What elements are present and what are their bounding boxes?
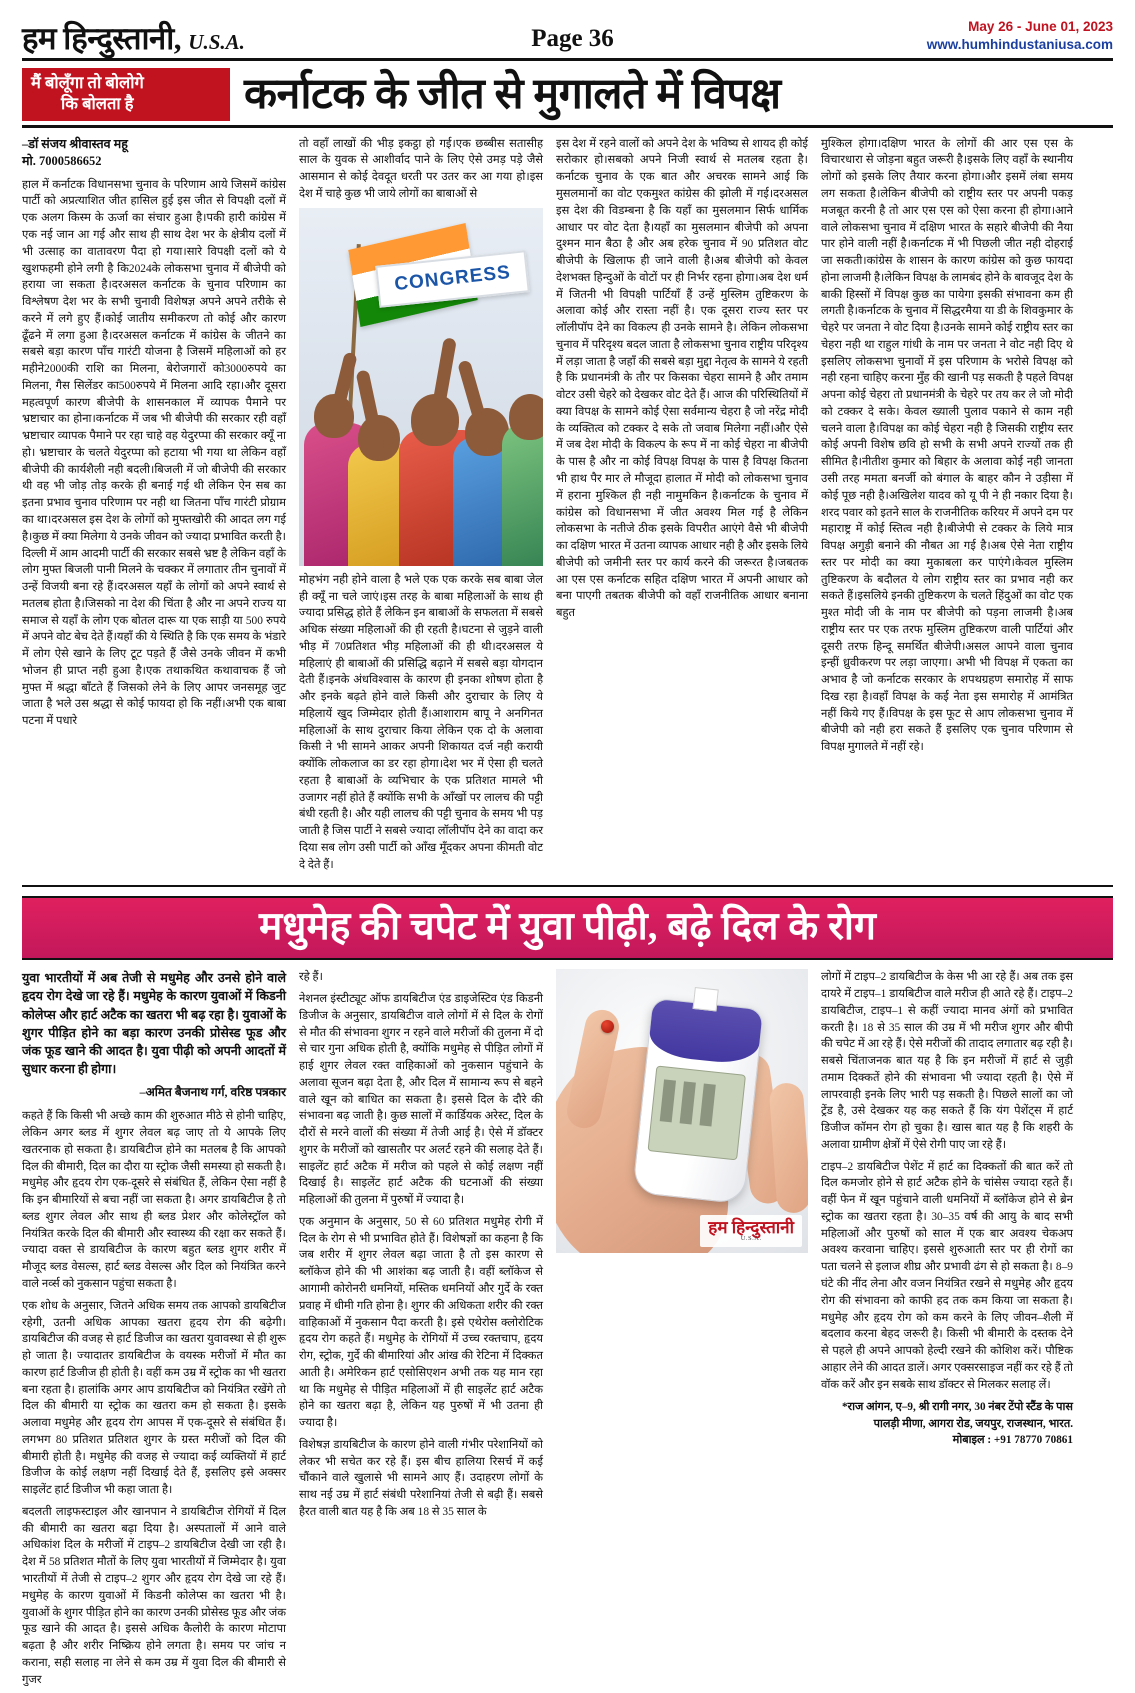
top-article-column-3 — [556, 136, 808, 879]
paragraph: रहे हैं। — [299, 971, 323, 984]
website-url[interactable]: www.humhindustaniusa.com — [926, 37, 1113, 53]
byline-phone: मो. 7000586652 — [22, 154, 102, 169]
publication-logo — [22, 21, 332, 57]
paragraph: तो वहाँ लाखों की भीड़ इकट्ठा हो गई।एक छब्बीस सतासीह साल के युवक से आशीर्वाद पाने के लिए ऐसे उमड़ पड़े जैसे आसमान से कोई देवदूत धरती पर उतर कर आ गया हो।इस देश में चाहे कुछ भी जाये लोगों का बाबाओं से — [299, 137, 543, 200]
top-story-header — [22, 68, 1113, 127]
top-article-column-2 — [299, 136, 543, 879]
test-strip — [692, 987, 718, 1011]
paragraph: बदलती लाइफस्टाइल और खानपान ने डायबिटीज रोगियों में दिल की बीमारी का खतरा बढ़ा दिया है। अस्पतालों में आने वाले अधिकांश दिल के मरीजों में टाइप–2 डायबिटीज देखी जा रही है। देश में 58 प्रतिशत मौतों के लिए युवा भारतीयों में जिम्मेदार है। युवा भारतीयों में तेजी से टाइप–2 शुगर और हृदय रोग देखे जा रहे हैं। मधुमेह के कारण युवाओं में किडनी कोलेप्स का खतरा भी है। युवाओं के शुगर पीड़ित होने का कारण उनकी प्रोसेस्ड फूड और जंक फूड खाने की आदत है। इससे अधिक कैलोरी के कारण मोटापा बढ़ता है और शरीर निष्क्रिय होने लगता है। समय पर जांच न कराना, सही सलाह ना लेने से कम उम्र में युवा दिल की बीमारी से गुजर — [22, 1505, 286, 1686]
bottom-byline: –अमित बैजनाथ गर्ग, वरिष्ठ पत्रकार — [139, 1084, 286, 1099]
byline-author: –डॉ संजय श्रीवास्तव महू — [22, 136, 128, 151]
bottom-article-column-3 — [556, 969, 808, 1693]
paragraph: नेशनल इंस्टीट्यूट ऑफ डायबिटीज एंड डाइजेस्टिव एंड किडनी डिजीज के अनुसार, डायबिटीज वाले लोगों में से दिल के रोगों से मौत की संभावना शुगर न रहने वाले मरीजों की तुलना में दो से चार गुना अधिक होती है, क्योंकि मधुमेह से पीड़ित लोगों में हाई शुगर लेवल रक्त वाहिकाओं को नुकसान पहुंचाने के अलावा सूजन बढ़ा देता है, और दिल में सामान्य रूप से बहने वाले खून को बाधित का सकता है। इससे दिल के दौरे की संभावना बढ़ जाती है। कुछ सालों में कार्डियक अरेस्ट, दिल के दौरों से मरने वालों की संख्या में तेजी आई है। ऐसे में डॉक्टर शुगर के मरीजों को खासतौर पर अलर्ट रहने की सलाह देते हैं। साइलेंट हार्ट अटैक में मरीज को पहले से कोई लक्षण नहीं दिखाई है। साइलेंट हार्ट अटैक की घटनाओं की संख्या महिलाओं की तुलना में पुरुषों में ज्यादा है। — [299, 992, 543, 1207]
bottom-article — [22, 969, 1113, 1693]
address-line: *राज आंगन, ए–9, श्री रागी नगर, 30 नंबर टेंपो स्टैंड के पास पालड़ी मीणा, आगरा रोड, जयपुर, राजस्थान, भारत. — [841, 1401, 1073, 1430]
glucometer-photo — [556, 969, 808, 1253]
banner-text: CONGRESS — [393, 261, 512, 295]
paragraph: लोगों में टाइप–2 डायबिटीज के केस भी आ रहे हैं। अब तक इस दायरे में टाइप–1 डायबिटीज वाले मरीज ही आते रहे हैं। टाइप–2 डायबिटीज, टाइप–1 से कहीं ज्यादा मानव अंगों को प्रभावित करती है। 18 से 35 साल की उम्र में भी मरीज शुगर और बीपी की चपेट में आ रहे हैं। ऐसे मरीजों की तादाद लगातार बढ़ रही है। सबसे चिंताजनक बात यह है कि इन मरीजों में हार्ट से जुड़ी तमाम दिक्कतें होने की संभावना भी ज्यादा रहती है। ऐसे में लापरवाही इनके लिए भारी पड़ सकती है। पिछले सालों का जो ट्रेंड है, उसे देखकर यह कह सकते हैं कि यंग पेशेंट्स में हार्ट डिजीज कॉमन रोग हो चुका है। खास बात यह है कि शहरी के अलावा ग्रामीण क्षेत्रों में ऐसे रोगी पाए जा रहे हैं। — [821, 971, 1073, 1151]
masthead-meta — [813, 18, 1113, 54]
kicker-line-1: मैं बोलूँगा तो बोलोगे — [31, 73, 144, 93]
bottom-article-column-4 — [821, 969, 1073, 1693]
publication-name: हम हिन्दुस्तानी, — [22, 21, 182, 57]
kicker-line-2: कि बोलता है — [61, 94, 134, 114]
paragraph: कहते हैं कि किसी भी अच्छे काम की शुरुआत मीठे से होनी चाहिए, लेकिन अगर ब्लड में शुगर लेवल बढ़ जाए तो ये आपके लिए खतरनाक हो सकता है। डायबिटीज होने का मतलब है कि आपको दिल की बीमारी, दिल का दौरा या स्ट्रोक जैसी समस्या हो सकती है। मधुमेह और हृदय रोग एक-दूसरे से संबंधित हैं, लेकिन ऐसा नहीं है कि इन बीमारियों से बचा नहीं जा सकता है। अगर डायबिटीज है तो ब्लड शुगर लेवल और साथ ही ब्लड प्रेशर और कोलेस्ट्रॉल को नियंत्रित करके दिल की बीमारी और स्वास्थ्य की रक्षा कर सकते हैं। ज्यादा वक्त से डायबिटीज के कारण बहुत ब्लड शुगर शरीर में मौजूद ब्लड वेसल्स, हार्ट ब्लड वेसल्स और दिल को नियंत्रित करने वाले नर्व्स को नुकसान पहुंचा सकता है। — [22, 1110, 286, 1290]
standfirst: युवा भारतीयों में अब तेजी से मधुमेह और उनसे होने वाले हृदय रोग देखे जा रहे हैं। मधुमेह के कारण युवाओं में किडनी कोलेप्स और हार्ट अटैक का खतरा भी बढ़ रहा है। युवाओं के शुगर पीड़ित होने का बड़ा कारण उनकी प्रोसेस्ड फूड और जंक फूड खाने की आदत है। युवा पीढ़ी को अपनी आदतों में सुधार करना ही होगा। — [22, 971, 286, 1077]
bottom-article-column-2 — [299, 969, 543, 1693]
paragraph: विशेषज्ञ डायबिटीज के कारण होने वाली गंभीर परेशानियों को लेकर भी सचेत कर रहे हैं। इस बीच हालिया रिसर्च में कई चौंकाने वाले खुलासे भी सामने आए हैं। उदाहरण लोगों के साथ नई उम्र में हार्ट संबंधी परेशानियां तेजी से बढ़ी हैं। सबसे हैरत वाली बात यह है कि अब 18 से 35 साल के — [299, 1438, 543, 1518]
paragraph: मुश्किल होगा।दक्षिण भारत के लोगों की आर एस एस के विचारधारा से जोड़ना बहुत जरूरी है।इसके लिए वहाँ के स्थानीय लोगों को इसके लिए तैयार करना होगा।और इसमें लंबा समय लग सकता है।लेकिन बीजेपी को राष्ट्रीय स्तर पर अपनी पकड़ मजबूत करनी है तो आर एस एस को ऐसा करना ही होगा।आने वाले लोकसभा चुनाव में दक्षिण भारत के सहारे बीजेपी की नैया पार होने वाली नहीं है।कर्नाटक में भी पिछली जीत नही दोहराई जा सकती।कांग्रेस के शासन के कारण कांग्रेस को कुछ फायदा होना लाजमी है।लेकिन विपक्ष के लामबंद होने के बावजूद देश के बाकी हिस्सों में विपक्ष कुछ का पायेगा इसकी संभावना कम ही लगती है।कर्नाटक के चुनाव में सिद्धरमैया या डी के शिवकुमार के चेहरे पर जनता ने वोट दिया है।उनके सामने कोई राष्ट्रीय स्तर का चेहरा नही था राहुल गांधी के नाम पर जनता ने वोट नही दिए थे इसलिए लोकसभा चुनावों में इस परिणाम के भरोसे विपक्ष को नही रहना चाहिए करना मुँह की खानी पड़ सकती है पहले विपक्ष अपना कोई चेहरा तो प्रधानमंत्री के चेहरे पर तय कर ले जो मोदी को टक्कर दे सके। केवल ख्याली पुलाव पकाने से काम नही चलने वाला है।विपक्ष का कोई चेहरा नही है जिसकी राष्ट्रीय स्तर कोई अपनी विशेष छवि हो सभी के सभी अपने राज्यों तक ही सीमित है।नीतीश कुमार को बिहार के अलावा कोई नही जानता उसी तरह ममता बनर्जी को बंगाल के बाहर कौन ने उड़ीसा में कोई पूछ नही है।अखिलेश यादव को यू पी ने ही नकार दिया है।शरद पवार को इतने साल के राजनीतिक करियर में अपने दम पर महाराष्ट्र में कोई स्तित्व नही है।बीजेपी से टक्कर के लिये मात्र विपक्ष अगुड़ी बनाने की नौबत आ गई है।अब ऐसे नेता राष्ट्रीय स्तर पर मोदी का क्या मुकाबला कर पाएंगे।केवल मुस्लिम तुष्टिकरण के बदौलत ये लोग राष्ट्रीय स्तर का प्रभाव नही कर सकते हैं।इसलिये इनकी तुष्टिकरण के चलते हिंदुओं का वोट एक मुश्त मोदी जी के नाम पर बीजेपी को पड़ना लाजमी है।अब राष्ट्रीय स्तर पर एक तरफ मुस्लिम तुष्टिकरण वाली पार्टियां और दूसरी तरफ हिन्दू समर्थित बीजेपी।असल आपने वाला चुनाव इन्हीं ध्रुवीकरण पर लड़ा जाएगा। अभी भी विपक्ष में एकता का अभाव है जो कर्नाटक सरकार के शपथग्रहण समारोह में साफ दिख रहा है।वहाँ विपक्ष के कई नेता इस समारोह में आमंत्रित नहीं किये गए हैं।विपक्ष के इस फूट से आप लोकसभा चुनाव में बीजेपी को नही हरा सकते हैं इसलिए एक चुनाव परिणाम से विपक्ष मुगालते में नहीं रहे। — [821, 137, 1073, 754]
paragraph: एक शोध के अनुसार, जितने अधिक समय तक आपको डायबिटीज रहेगी, उतनी अधिक आपका खतरा हृदय रोग की बढ़ेगी। डायबिटीज की वजह से हार्ट डिजीज का खतरा युवावस्था से ही शुरू हो जाता है। ज्यादातर डायबिटीज के वयस्क मरीजों में मौत का कारण हार्ट डिजीज ही होती है। वहीं कम उम्र में स्ट्रोक का भी खतरा बना रहता है। हालांकि अगर आप डायबिटीज को नियंत्रित रखेंगे तो दिल की बीमारी या स्ट्रोक का खतरा कम हो सकता है। इसके अलावा मधुमेह और हृदय रोग आपस में एक-दूसरे से संबंधित हैं। लगभग 80 प्रतिशत प्रतिशत शुगर के ग्रस्त मरीजों को दिल की बीमारी होती है। मधुमेह की वजह से ज्यादा कई व्यक्तियों में हार्ट डिजीज के कोई लक्षण नहीं दिखाई देते हैं, इसलिए इसे अक्सर साइलेंट हार्ट डिजीज भी कहा जाता है। — [22, 1299, 286, 1497]
bottom-article-column-1 — [22, 969, 286, 1693]
top-article-column-1 — [22, 136, 286, 879]
page-number: Page 36 — [531, 25, 614, 53]
person-body — [502, 423, 543, 566]
watermark-logo-name: हम हिन्दुस्तानी — [708, 1217, 794, 1237]
paragraph: मोहभंग नही होने वाला है भले एक एक करके सब बाबा जेल ही क्यूँ ना चले जाएं।इस तरह के बाबा महिलाओं के साथ ही ज्यादा प्रसिद्ध होते हैं लेकिन इन बाबाओं के सफलता में सबसे अधिक संख्या महिलाओं की ही रहती है।घटना से जुड़ने वाली भीड़ में 70प्रतिशत भीड़ महिलाओं की ही थी।दरअसल ये महिलाएं ही बाबाओं की प्रसिद्धि बढ़ाने में सबसे बड़ा योगदान देती हैं।इनके अंधविश्वास के कारण ही इनका शोषण होता है और इनके बढ़ते होने वाले किसी और दुराचार के लिए ये महिलायें खुद जिम्मेदार होती हैं।आशाराम बापू ने अनगिनत महिलाओं के साथ दुराचार किया लेकिन एक दो के अलावा किसी ने भी सामने आकर अपनी शिकायत दर्ज नही करायी क्योंकि लोकलाज का डर रहा होगा।देश भर में ऐसा ही चलते रहता है बाबाओं के व्यभिचार के एक प्रतिशत मामले भी उजागर नहीं होते हैं क्योंकि सभी के आँखों पर लालच की पट्टी बंधी रहती है। और यही लालच की पट्टी चुनाव के समय भी पड़ जाती है जिस पार्टी ने सबसे ज्यादा लॉलीपॉप देने का वादा कर दिया सब लोग उसी पार्टी को आँख मूँदकर अपना कीमती वोट दे देते हैं। — [299, 573, 543, 871]
watermark-logo — [700, 1215, 802, 1248]
top-story-headline: कर्नाटक के जीत से मुगालते में विपक्ष — [244, 71, 781, 119]
page-number-wrap — [342, 25, 803, 54]
rally-photo — [299, 208, 543, 566]
watermark-logo-region: U.S.A. — [740, 1234, 762, 1242]
masthead — [22, 18, 1113, 61]
byline — [22, 136, 286, 171]
paragraph: हाल में कर्नाटक विधानसभा चुनाव के परिणाम आये जिसमें कांग्रेस पार्टी को अप्रत्याशित जीत हासिल हुई इस जीत से विपक्षी दलों में एक अलग किस्म के ऊर्जा का संचार हुआ है।पकी हारी कांग्रेस में एक नई जान आ गई और साथ ही साथ देश भर के क्षेत्रीय दलों में भी उत्साह का वातावरण पैदा हो गया।सारे विपक्षी दलों को ये खुशफहमी होने लगी है कि2024के लोकसभा चुनाव में बीजेपी को हराया जा सकता है।दरअसल कर्नाटक के चुनाव परिणाम का विश्लेषण देश भर के सभी चुनावी विशेषज्ञ अपने अपने तरीके से करने में लगे हुए हैं।कोई जातीय समीकरण तो कोई और कारण ढूँढने में लगा हुआ है।दरअसल कर्नाटक में कांग्रेस के जीतने का सबसे बड़ा कारण पाँच गारंटी योजना है जिसमें महिलाओं को हर महीने2000की राशि का मिलना, बेरोजगारों को3000रुपये का मिलना, गैस सिलेंडर का500रुपये में मिलना आदि रहा।और दूसरा महत्वपूर्ण कारण बीजेपी के शासनकाल में व्यापक पैमाने पर भ्रष्टाचार का होना।कर्नाटक में जब भी बीजेपी की सरकार रही वहाँ भ्रष्टाचार व्यापक पैमाने पर रहा चाहे वह येदुरप्पा की सरकार क्यूँ ना हो। भ्रष्टाचार के चलते येदुरप्पा को हटाया भी गया था लेकिन वहाँ बीजेपी की कार्यशैली नही बदली।बिजली में जो बीजेपी की सरकार थी वह भी जोड़ तोड़ करके ही बनाई गई थी लेकिन ऐन सब का इतना प्रभाव चुनाव परिणाम पर नही था जितना पाँच गारंटी प्रोग्राम का था।दरअसल इस देश के लोगों को मुफ्तखोरी की आदत लग गई है।कुछ में क्या मिलेगा ये उनके जीवन को ज्यादा प्रभावित करती है।दिल्ली में आम आदमी पार्टी की सरकार सबसे भ्रष्ट है लेकिन वहाँ के लोग मुफ्त बिजली पानी मिलने के चक्कर में लगातार तीन चुनावों में उन्हें विजयी बना रहे हैं।दरअसल यहाँ के लोगों को अपने स्वार्थ से मतलब होता है।जिसको ना देश की चिंता है और ना अपने राज्य या समाज से यहाँ के लोग एक बोतल दारू या एक साड़ी या 500 रुपये में अपने वोट बेच देते हैं।यहाँ की ये स्थिति है कि एक समय के भंडारे में लोग ऐसे खाने के लिए टूट पड़ते हैं जैसे उनके जीवन में कभी भोजन ही प्राप्त नही हुआ है।एक तथाकथित कथावाचक हैं जो मुफ्त में श्रद्धा बाँटते हैं जिसको लेने के लिए आपर जनसमूह जुट जाता है भले उस श्रद्धा से कोई फायदा हो कि नहीं।अभी एक बाबा पटना में पधारे — [22, 178, 286, 728]
paragraph: इस देश में रहने वालों को अपने देश के भविष्य से शायद ही कोई सरोकार हो।सबको अपने निजी स्वार्थ से मतलब रहता है। कर्नाटक चुनाव के एक बात और अचरक सामने आई कि मुसलमानों का वोट एकमुश्त कांग्रेस की झोली में गई।दरअसल इस देश की विडम्बना है कि यहाँ का मुसलमान सिर्फ धार्मिक आधार पर वोट देता है।यहाँ का मुसलमान बीजेपी को अपना दुश्मन मान बैठा है और अब हरेक चुनाव में 90 प्रतिशत वोट बीजेपी के खिलाफ ही जाने वाली है।अब बीजेपी को केवल देशभक्त हिन्दुओं के वोटों पर ही निर्भर रहना होगा।अब देश धर्म में जितनी भी विपक्षी पार्टियाँ हैं उन्हें मुस्लिम तुष्टिकरण के अलावा कोई और रास्ता नहीं है। एक दूसरा राज्य स्तर पर लॉलीपॉप देने का विकल्प ही उनके सामने है। लेकिन लोकसभा चुनाव में परिदृश्य बदल जाता है लोकसभा चुनाव राष्ट्रीय परिदृश्य में लड़ा जाता है जहाँ की सबसे बड़ा मुद्दा नेतृत्व के सामने ये रहती है कि प्रधानमंत्री के तौर पर किसका चेहरा सामने है और तमाम वोटर उसी चेहरे को देखकर वोट देते हैं। आज की परिस्थितियों में क्या विपक्ष के सामने कोई ऐसा सर्वमान्य चेहरा है जो नरेंद्र मोदी के व्यक्तित्व को टक्कर दे सके तो जवाब मिलेगा नहीं।और ऐसे में जब देश मोदी के विकल्प के रूप में ना कोई चेहरा ना बीजेपी के पास है और ना कोई विपक्ष विपक्ष के पास है विपक्ष कितना भी हाथ पैर मार ले मौजूदा हालात में मोदी को लोकसभा चुनाव में हराना मुश्किल ही नही नामुमकिन है।कर्नाटक के चुनाव में कांग्रेस को विधानसभा में जीत अवश्य मिल गई है लेकिन लोकसभा के नतीजे ठीक इसके विपरीत आएंगे वैसे भी बीजेपी का दक्षिण भारत में उतना व्यापक आधार नही है और इसके लिये बीजेपी को जमीनी स्तर पर कार्य करने की जरूरत है।जबतक आ एस एस कर्नाटक सहित दक्षिण भारत में अपनी आधार को बना पाएगी तबतक बीजेपी को वहाँ राजनीतिक आधार बनाना बहुत — [556, 137, 808, 620]
top-article — [22, 136, 1113, 887]
publication-region: U.S.A. — [188, 30, 245, 55]
paragraph: एक अनुमान के अनुसार, 50 से 60 प्रतिशत मधुमेह रोगी में दिल के रोग से भी प्रभावित होते हैं। विशेषज्ञों का कहना है कि जब शरीर में शुगर लेवल बढ़ा जाता है तो इस कारण से ब्लॉकेज होने की भी आशंका बढ़ जाती है। वहीं ब्लॉकेज से आगामी कोरोनरी धमनियों, मस्तिक धमनियों और गुर्दे के रक्त प्रवाह में धीमी गति होना है। शुगर की अधिकता शरीर की रक्त वाहिकाओं में नुकसान पैदा करती है। इसे एथेरोस क्लोरोटिक हृदय रोग कहते हैं। मधुमेह के रोगियों में उच्च रक्तचाप, हृदय रोग, स्ट्रोक, गुर्दे की बीमारियां और आंख की रेटिना में दिक्कत आती है। अमेरिकन हार्ट एसोसिएशन अभी तक यह मान रहा था कि मधुमेह से पीड़ित महिलाओं में ही साइलेंट हार्ट अटैक होने का खतरा बढ़ा है, लेकिन यह पुरुषों में भी उतना ही ज्यादा है। — [299, 1215, 543, 1430]
mobile-line: मोबाइल : +91 78770 70861 — [952, 1433, 1073, 1446]
device-display — [647, 1066, 745, 1161]
column-kicker — [22, 68, 230, 120]
person-head — [509, 394, 543, 440]
bottom-story-headline: मधुमेह की चपेट में युवा पीढ़ी, बढ़े दिल के रोग — [22, 896, 1113, 961]
top-article-column-4 — [821, 136, 1073, 879]
issue-date: May 26 - June 01, 2023 — [968, 19, 1113, 34]
author-address — [821, 1399, 1073, 1448]
paragraph: टाइप–2 डायबिटीज पेशेंट में हार्ट का दिक्कतों की बात करें तो दिल कमजोर होने से हार्ट अटैक होने के चांसेस ज्यादा रहते हैं। वहीं फेन में खून पहुंचाने वाली धमनियों में ब्लॉकेज होने से ब्रेन स्ट्रोक का खतरा रहता है। 30–35 वर्ष की आयु के बाद सभी महिलाओं और पुरुषों को साल में एक बार अवश्य चेकअप अवश्य करवाना चाहिए। इससे शुरुआती स्तर पर ही रोगों का पता चलने से इलाज शीघ्र और प्रभावी ढंग से हो सकता है। 8–9 घंटे की नींद लेना और वजन नियंत्रित रखने से मधुमेह और हृदय रोग की संभावना को काफी हद तक कम किया जा सकता है। मधुमेह और हृदय रोग को कम करने के लिए जीवन–शैली में बदलाव करना बेहद जरूरी है। किसी भी बीमारी के दस्तक देने से पहले ही अपने आपको हेल्दी रखने की कोशिश करें। पौष्टिक आहार लेने की आदत डालें। अगर एक्सरसाइज नहीं कर रहे हैं तो वॉक करें और इन सबके साथ डॉक्टर से मिलकर सलाह लें। — [821, 1160, 1073, 1391]
glucometer-device — [632, 998, 764, 1205]
